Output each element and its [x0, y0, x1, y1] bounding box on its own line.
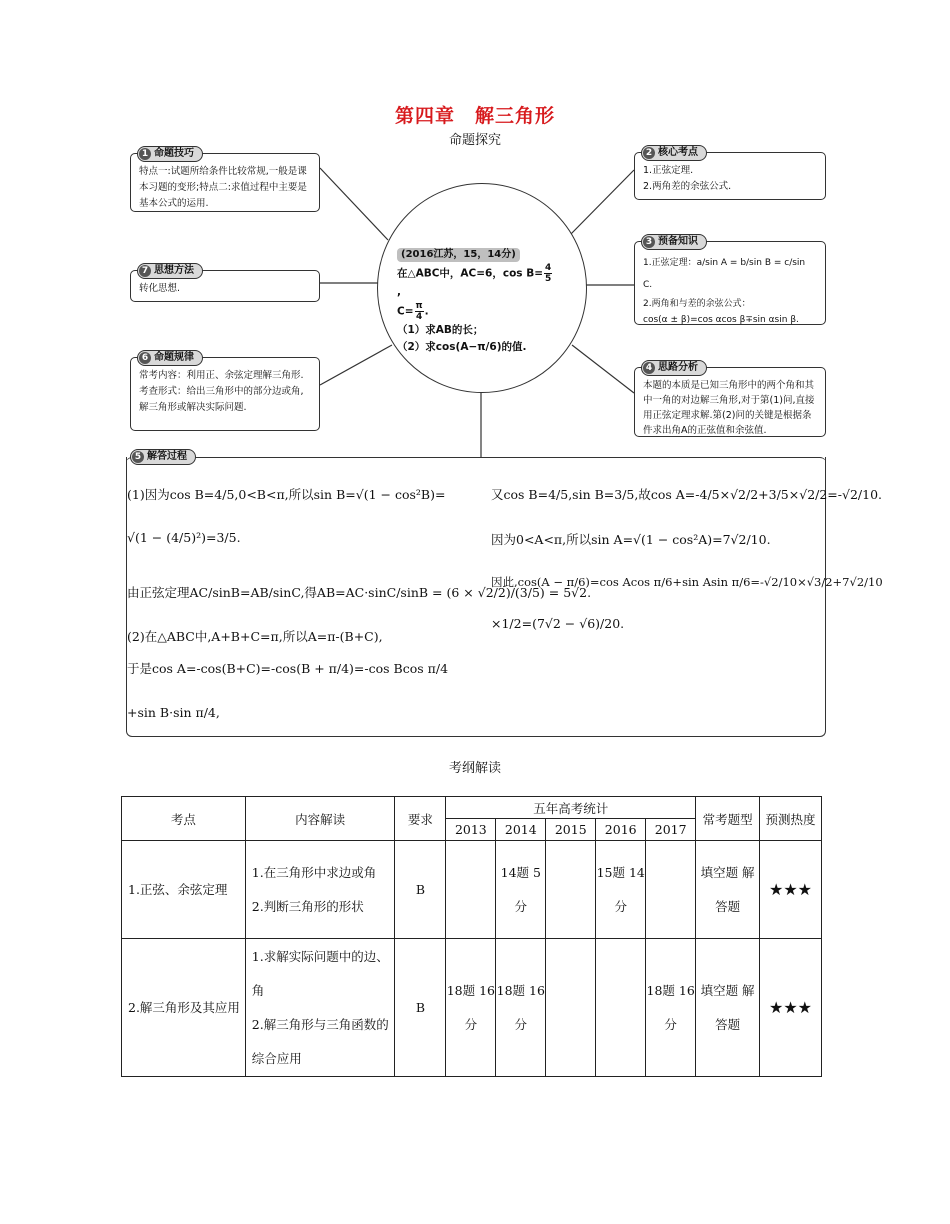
mindmap-subtitle: 命题探究 [448, 133, 501, 148]
rule-line-2: 考查形式：给出三角形中的部分边或角,解三角形或解决实际问题. [139, 386, 304, 413]
idea-text: 本题的本质是已知三角形中的两个角和其中一角的对边解三角形,对于第(1)问,直接用正弦定理求解.第(2)问的关键是根据条件求出角A的正弦值和余弦值. [643, 380, 815, 436]
method-text: 转化思想. [139, 283, 181, 294]
problem-line-1: 在△ABC中，AC=6，cos B= $\frac{4}{5}$ , [397, 263, 552, 298]
solution-left-1: (1)因为cos B=4/5,0<B<π,所以sin B=√(1 − cos²B)= [127, 487, 446, 502]
rule-line-1: 常考内容：利用正、余弦定理解三角形. [139, 370, 304, 381]
box-thinking-method: 7 思想方法 转化思想. [130, 270, 320, 302]
table-row [122, 841, 822, 939]
box-proposition-rule: 6 命题规律 常考内容：利用正、余弦定理解三角形. 考查形式：给出三角形中的部分边或角,解三角形或解决实际问题. [130, 357, 320, 431]
year-2016: 2016 [596, 819, 646, 841]
row1-req: B [395, 841, 446, 939]
prep-line-3: cos(α ± β)=cos αcos β∓sin αsin β. [643, 315, 799, 325]
core-line-1: 1.正弦定理. [643, 165, 694, 176]
row2-2017: 18题 16分 [646, 939, 696, 1077]
year-2015: 2015 [546, 819, 596, 841]
chapter-title: 第四章 解三角形 [394, 105, 555, 127]
skill-text: 特点一:试题所给条件比较常规,一般是课本习题的变形;特点二:求值过程中主要是基本公式的运用. [139, 166, 307, 209]
row2-req: B [395, 939, 446, 1077]
row2-2014: 18题 16分 [496, 939, 546, 1077]
solution-right-1: 又cos B=4/5,sin B=3/5,故cos A=-4/5×√2/2+3/5×√2/2=-√2/10. [491, 487, 883, 502]
problem-source: (2016江苏，15，14分) [397, 248, 520, 262]
solution-right-4: ×1/2=(7√2 − √6)/20. [491, 616, 625, 631]
tag-proposition-skill: 1 命题技巧 [137, 146, 203, 162]
box-prerequisite: 3 预备知识 1.正弦定理：a/sin A = b/sin B = c/sin C. 2.两角和与差的余弦公式： cos(α ± β)=cos αcos β∓sin αsin β. [634, 241, 826, 325]
row2-point: 2.解三角形及其应用 [122, 939, 246, 1077]
row2-2015 [546, 939, 596, 1077]
row1-types: 填空题 解答题 [696, 841, 760, 939]
box-proposition-skill [130, 148, 320, 212]
box-core-points: 2 核心考点 1.正弦定理. 2.两角差的余弦公式. [634, 152, 826, 200]
year-2013: 2013 [446, 819, 496, 841]
row2-types: 填空题 解答题 [696, 939, 760, 1077]
year-2017: 2017 [646, 819, 696, 841]
problem-question-2: （2）求cos(A−π/6)的值. [397, 341, 527, 353]
header-heat: 预测热度 [760, 797, 822, 841]
law-of-sines: a/sin A = b/sin B = c/sin C. [643, 258, 806, 290]
solution-right-2: 因为0<A<π,所以sin A=√(1 − cos²A)=7√2/10. [491, 532, 771, 547]
row2-2013: 18题 16分 [446, 939, 496, 1077]
solution-left-5: 于是cos A=-cos(B+C)=-cos(B + π/4)=-cos Bcos π/4 [127, 661, 449, 676]
row1-content: 1.在三角形中求边或角 2.判断三角形的形状 [245, 841, 395, 939]
box-idea-analysis: 4 思路分析 本题的本质是已知三角形中的两个角和其中一角的对边解三角形,对于第(1)问,直接用正弦定理求解.第(2)问的关键是根据条件求出角A的正弦值和余弦值. [634, 367, 826, 437]
year-2014: 2014 [496, 819, 546, 841]
row1-2014: 14题 5分 [496, 841, 546, 939]
row2-heat: ★★★ [760, 939, 822, 1077]
prep-line-2: 2.两角和与差的余弦公式： [643, 299, 751, 309]
header-requirement: 要求 [395, 797, 446, 841]
header-stats: 五年高考统计 [446, 797, 696, 819]
solution-left-3: 由正弦定理AC/sinB=AB/sinC,得AB=AC·sinC/sinB = (6 × √2/2)/(3/5) = 5√2. [127, 585, 592, 600]
row1-2016: 15题 14分 [596, 841, 646, 939]
header-types: 常考题型 [696, 797, 760, 841]
row1-2015 [546, 841, 596, 939]
solution-left-2: √(1 − (4/5)²)=3/5. [127, 530, 241, 545]
row2-2016 [596, 939, 646, 1077]
row1-2017 [646, 841, 696, 939]
syllabus-title: 考纲解读 [448, 761, 501, 776]
problem-statement [397, 246, 557, 356]
solution-left-4: (2)在△ABC中,A+B+C=π,所以A=π-(B+C), [127, 629, 383, 644]
problem-line-2: C= $\frac{\pi}{4}$ . [397, 301, 429, 322]
core-line-2: 2.两角差的余弦公式. [643, 181, 732, 192]
row1-2013 [446, 841, 496, 939]
prep-line-1: 1.正弦定理：a/sin A = b/sin B = c/sin C. [643, 258, 806, 290]
header-point: 考点 [122, 797, 246, 841]
tag-solution: 5 解答过程 [130, 449, 196, 465]
header-content: 内容解读 [245, 797, 395, 841]
row1-heat: ★★★ [760, 841, 822, 939]
table-row [122, 939, 822, 1077]
solution-right-3: 因此,cos(A − π/6)=cos Acos π/6+sin Asin π/6=-√2/10×√3/2+7√2/10 [491, 575, 883, 589]
problem-question-1: （1）求AB的长； [397, 324, 484, 336]
row2-content: 1.求解实际问题中的边、角 2.解三角形与三角函数的综合应用 [245, 939, 395, 1077]
solution-left-6: +sin B·sin π/4, [127, 705, 220, 720]
row1-point: 1.正弦、余弦定理 [122, 841, 246, 939]
syllabus-table [121, 796, 822, 1077]
